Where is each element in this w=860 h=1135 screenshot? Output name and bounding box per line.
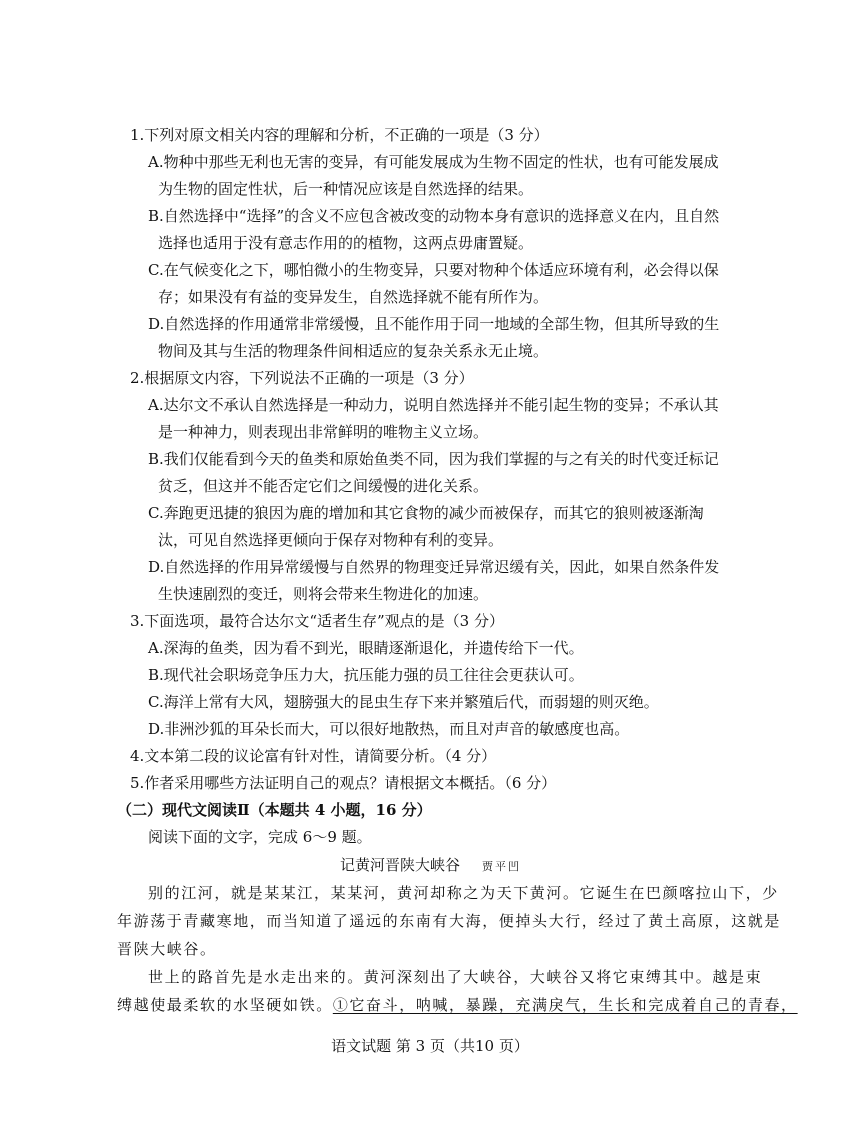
question-3-option-c: C.海洋上常有大风，翅膀强大的昆虫生存下来并繁殖后代，而弱翅的则灭绝。	[148, 693, 659, 711]
question-1-option-c-line-1: C.在气候变化之下，哪怕微小的生物变异，只要对物种个体适应环境有利，必会得以保	[148, 261, 719, 279]
question-2-stem: 2.根据原文内容，下列说法不正确的一项是（3 分）	[130, 369, 474, 387]
article-paragraph-2-line-1: 世上的路首先是水走出来的。黄河深刻出了大峡谷，大峡谷又将它束缚其中。越是束	[148, 968, 763, 986]
question-1-option-d-line-1: D.自然选择的作用通常非常缓慢，且不能作用于同一地域的全部生物，但其所导致的生	[148, 315, 720, 333]
article-paragraph-1-line-3: 晋陕大峡谷。	[117, 940, 217, 958]
question-1-option-b-line-2: 选择也适用于没有意志作用的的植物，这两点毋庸置疑。	[158, 234, 534, 252]
question-1-option-d-line-2: 物间及其与生活的物理条件间相适应的复杂关系永无止境。	[158, 342, 549, 360]
page-footer: 语文试题 第 3 页（共10 页）	[331, 1037, 529, 1055]
article-paragraph-2-line-2	[117, 995, 798, 1015]
question-1-option-c-line-2: 存；如果没有有益的变异发生，自然选择就不能有所作为。	[158, 288, 549, 306]
question-2-option-a-line-2: 是一种神力，则表现出非常鲜明的唯物主义立场。	[158, 423, 489, 441]
question-2-option-b-line-2: 贫乏，但这并不能否定它们之间缓慢的进化关系。	[158, 477, 489, 495]
article-paragraph-1-line-1: 别的江河，就是某某江，某某河，黄河却称之为天下黄河。它诞生在巴颜喀拉山下，少	[148, 884, 779, 902]
section-heading: （二）现代文阅读Ⅱ（本题共 4 小题，16 分）	[117, 801, 432, 819]
article-title: 记黄河晋陕大峡谷	[340, 856, 461, 874]
question-1-option-a-line-1: A.物种中那些无利也无害的变异，有可能发展成为生物不固定的性状，也有可能发展成	[148, 153, 719, 171]
question-4: 4.文本第二段的议论富有针对性，请简要分析。（4 分）	[130, 747, 497, 765]
underlined-sentence-1: ①它奋斗，呐喊，暴躁，充满戾气，生长和完成着自己的青春，	[332, 996, 798, 1014]
question-2-option-c-line-1: C.奔跑更迅捷的狼因为鹿的增加和其它食物的减少而被保存，而其它的狼则被逐渐淘	[148, 504, 704, 522]
question-2-option-b-line-1: B.我们仅能看到今天的鱼类和原始鱼类不同，因为我们掌握的与之有关的时代变迁标记	[148, 450, 719, 468]
question-1-option-b-line-1: B.自然选择中“选择”的含义不应包含被改变的动物本身有意识的选择意义在内，且自然	[148, 207, 720, 225]
article-paragraph-2-text: 缚越使最柔软的水坚硬如铁。	[117, 996, 333, 1014]
question-1-option-a-line-2: 为生物的固定性状，后一种情况应该是自然选择的结果。	[158, 180, 534, 198]
question-2-option-d-line-2: 生快速剧烈的变迁，则将会带来生物进化的加速。	[158, 585, 489, 603]
article-title-line	[340, 855, 521, 877]
question-5: 5.作者采用哪些方法证明自己的观点？请根据文本概括。（6 分）	[130, 774, 557, 792]
question-2-option-c-line-2: 汰，可见自然选择更倾向于保存对物种有利的变异。	[158, 531, 504, 549]
question-3-option-d: D.非洲沙狐的耳朵长而大，可以很好地散热，而且对声音的敏感度也高。	[148, 720, 630, 738]
question-1-stem: 1.下列对原文相关内容的理解和分析，不正确的一项是（3 分）	[130, 126, 549, 144]
question-3-stem: 3.下面选项，最符合达尔文“适者生存”观点的是（3 分）	[130, 612, 504, 630]
question-2-option-a-line-1: A.达尔文不承认自然选择是一种动力，说明自然选择并不能引起生物的变异；不承认其	[148, 396, 719, 414]
question-3-option-b: B.现代社会职场竞争压力大，抗压能力强的员工往往会更获认可。	[148, 666, 584, 684]
reading-instruction: 阅读下面的文字，完成 6～9 题。	[148, 828, 372, 846]
question-2-option-d-line-1: D.自然选择的作用异常缓慢与自然界的物理变迁异常迟缓有关，因此，如果自然条件发	[148, 558, 720, 576]
article-paragraph-1-line-2: 年游荡于青藏寒地，而当知道了遥远的东南有大海，便掉头大行，经过了黄土高原，这就是	[117, 912, 782, 930]
question-3-option-a: A.深海的鱼类，因为看不到光，眼睛逐渐退化，并遗传给下一代。	[148, 639, 584, 657]
article-author: 贾平凹	[482, 860, 522, 873]
